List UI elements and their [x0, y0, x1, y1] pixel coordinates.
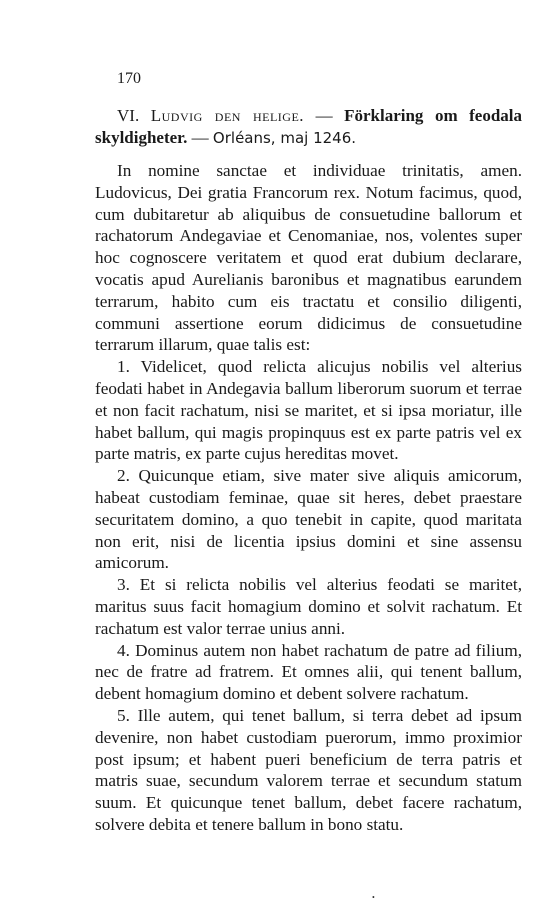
section-title: Förklaring om feodala skyldigheter.	[95, 106, 523, 147]
section-place-date: Orléans, maj 1246.	[212, 129, 357, 147]
heading-dash-1: —	[304, 106, 345, 125]
section-number: VI.	[117, 106, 140, 125]
paragraph-5: 5. Ille autem, qui tenet ballum, si terra debet ad ipsum devenire, non habet custodiam puerorum, immo proximior post ipsum; et habent pueri beneficium de terra patris et matris suae, secundum valorem terrae et secundum statum suum. Et quicunque tenet ballum, debet facere rachatum, solvere debita et tenere ballum in bono statu.	[95, 705, 522, 834]
document-body	[95, 160, 522, 836]
section-king-name: Ludvig den helige.	[150, 106, 305, 125]
paragraph-2: 2. Quicunque etiam, sive mater sive aliquis amicorum, habeat custodiam feminae, quae sit heres, debet praestare securitatem domino, a quo tenebit in capite, quod maritata non erit, nisi de licentia ipsius domini et sine assensu amicorum.	[95, 466, 522, 573]
paragraph-intro: In nomine sanctae et individuae trinitatis, amen. Ludovicus, Dei gratia Francorum rex. Notum facimus, quod, cum dubitaretur ab aliquibus de consuetudine ballorum et rachatorum Andegaviae et Cenomaniae, nos, volentes super hoc cognoscere veritatem et quod erat dubium declarare, vocatis apud Aurelianis baronibus et magnatibus earundem terrarum, habito cum eis tractatu et consilio diligenti, communi assertione eorum didicimus de consuetudine terrarum illarum, quae talis est:	[95, 161, 522, 355]
paragraph-3: 3. Et si relicta nobilis vel alterius feodati se maritet, maritus suus facit homagium domino et solvit rachatum. Et rachatum est valor terrae unius anni.	[95, 575, 522, 638]
section-heading	[95, 105, 522, 149]
print-speck: •	[372, 893, 375, 902]
paragraph-4: 4. Dominus autem non habet rachatum de patre ad filium, nec de fratre ad fratrem. Et omnes alii, qui tenent ballum, debent homagium domino et debent solvere rachatum.	[95, 640, 522, 704]
page-number: 170	[117, 70, 141, 87]
heading-dash-2: —	[187, 128, 213, 147]
paragraph-1: 1. Videlicet, quod relicta alicujus nobilis vel alterius feodati habet in Andegavia ballum liberorum suorum et terrae et non facit rachatum, nisi se maritet, et si ipsa moriatur, ille habet ballum, qui magis propinquus est ex parte patris vel ex parte matris, ex parte cujus hereditas movet.	[95, 357, 522, 464]
